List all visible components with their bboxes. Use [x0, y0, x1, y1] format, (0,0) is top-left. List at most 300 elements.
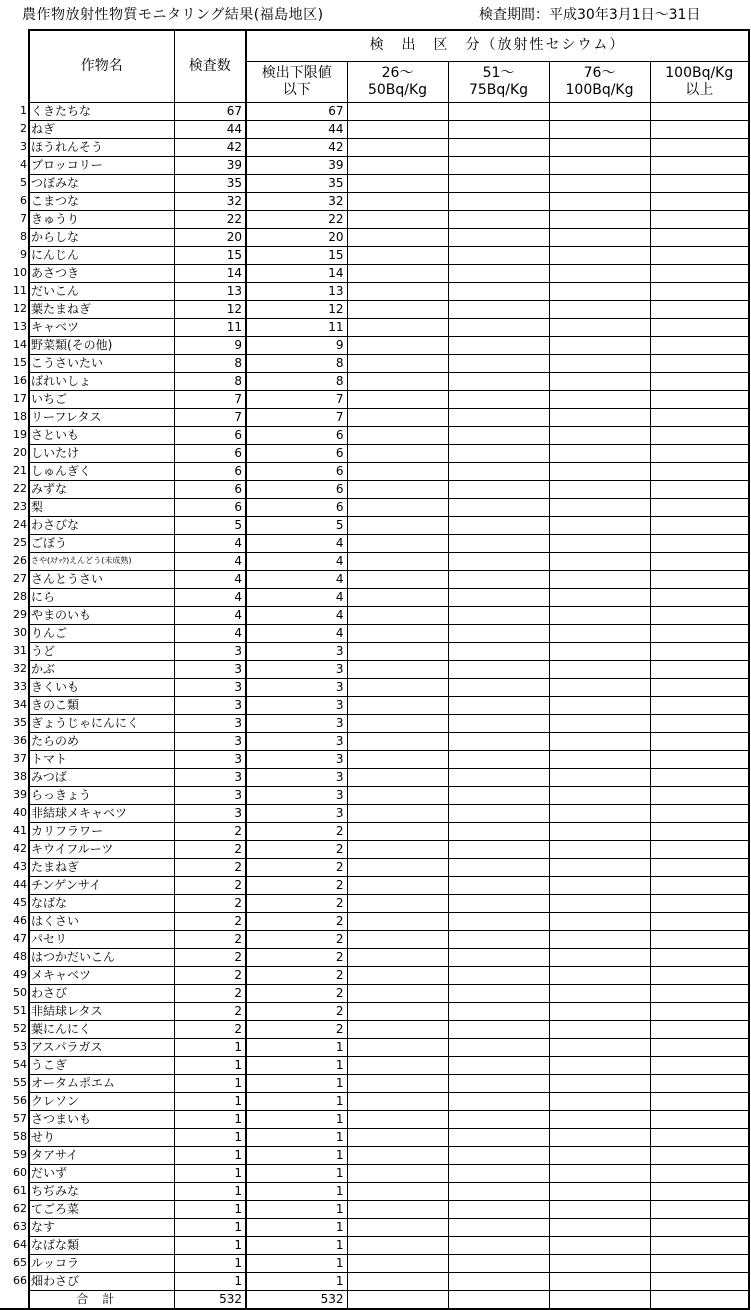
inspection-count: 8 — [174, 372, 246, 390]
range-26-50-count — [347, 768, 448, 786]
over-100-count — [650, 498, 749, 516]
range-26-50-count — [347, 1200, 448, 1218]
table-row — [0, 318, 749, 336]
range-76-100-count — [549, 1236, 650, 1254]
range-26-50-count — [347, 336, 448, 354]
row-number: 34 — [13, 698, 27, 711]
table-row — [0, 228, 749, 246]
row-number: 14 — [13, 338, 27, 351]
over-100-count — [650, 1272, 749, 1290]
inspection-count: 6 — [174, 498, 246, 516]
monitoring-results-table — [0, 29, 750, 1310]
row-number: 36 — [13, 734, 27, 747]
below-limit-count: 4 — [246, 570, 347, 588]
inspection-count: 1 — [174, 1128, 246, 1146]
inspection-count: 2 — [174, 966, 246, 984]
crop-name: らっきょう — [29, 786, 174, 804]
row-number: 43 — [13, 860, 27, 873]
over-100-count — [650, 930, 749, 948]
row-number: 45 — [13, 896, 27, 909]
inspection-count: 4 — [174, 606, 246, 624]
row-number: 51 — [13, 1004, 27, 1017]
range-51-75-count — [448, 246, 549, 264]
range-51-75-count — [448, 1038, 549, 1056]
col-header-line1: 26～ — [381, 64, 414, 81]
range-51-75-count — [448, 1092, 549, 1110]
row-number: 13 — [13, 320, 27, 333]
inspection-count: 3 — [174, 642, 246, 660]
range-51-75-count — [448, 372, 549, 390]
range-51-75-count — [448, 570, 549, 588]
over-100-count — [650, 624, 749, 642]
below-limit-count: 67 — [246, 102, 347, 120]
range-51-75-count — [448, 462, 549, 480]
row-number: 12 — [13, 302, 27, 315]
inspection-count: 1 — [174, 1200, 246, 1218]
over-100-count — [650, 1002, 749, 1020]
range-76-100-count — [549, 696, 650, 714]
below-limit-count: 6 — [246, 426, 347, 444]
col-header-line1: 76～ — [583, 64, 616, 81]
crop-name: ちぢみな — [29, 1182, 174, 1200]
below-limit-count: 2 — [246, 930, 347, 948]
range-26-50-count — [347, 1038, 448, 1056]
crop-name: つぼみな — [29, 174, 174, 192]
over-100-count — [650, 1110, 749, 1128]
range-51-75-count — [448, 228, 549, 246]
over-100-count — [650, 318, 749, 336]
row-number: 16 — [13, 374, 27, 387]
inspection-count: 9 — [174, 336, 246, 354]
table-row — [0, 660, 749, 678]
row-number: 44 — [13, 878, 27, 891]
below-limit-count: 9 — [246, 336, 347, 354]
total-label: 合計 — [29, 1290, 174, 1309]
inspection-count: 3 — [174, 696, 246, 714]
table-row — [0, 102, 749, 120]
below-limit-count: 3 — [246, 696, 347, 714]
row-number: 63 — [13, 1220, 27, 1233]
range-76-100-count — [549, 768, 650, 786]
row-number: 58 — [13, 1130, 27, 1143]
crop-name: なばな類 — [29, 1236, 174, 1254]
range-26-50-count — [347, 786, 448, 804]
range-51-75-count — [448, 1128, 549, 1146]
table-row — [0, 1254, 749, 1272]
range-51-75-count — [448, 1146, 549, 1164]
row-number: 5 — [20, 176, 27, 189]
crop-name: ルッコラ — [29, 1254, 174, 1272]
table-row — [0, 408, 749, 426]
range-76-100-count — [549, 678, 650, 696]
range-76-100-count — [549, 786, 650, 804]
inspection-count: 2 — [174, 840, 246, 858]
inspection-count: 2 — [174, 822, 246, 840]
over-100-count — [650, 1254, 749, 1272]
below-limit-count: 4 — [246, 552, 347, 570]
over-100-count — [650, 570, 749, 588]
range-76-100-count — [549, 354, 650, 372]
table-row — [0, 912, 749, 930]
range-76-100-count — [549, 246, 650, 264]
crop-name: はくさい — [29, 912, 174, 930]
crop-name: タアサイ — [29, 1146, 174, 1164]
inspection-count: 3 — [174, 678, 246, 696]
crop-name: ごぼう — [29, 534, 174, 552]
crop-name: てごろ菜 — [29, 1200, 174, 1218]
inspection-count: 1 — [174, 1074, 246, 1092]
crop-name: きゅうり — [29, 210, 174, 228]
table-row — [0, 1128, 749, 1146]
range-51-75-count — [448, 120, 549, 138]
crop-name: 梨 — [29, 498, 174, 516]
range-26-50-count — [347, 354, 448, 372]
table-row — [0, 372, 749, 390]
range-76-100-count — [549, 138, 650, 156]
over-100-count — [650, 552, 749, 570]
inspection-count: 11 — [174, 318, 246, 336]
detection-category-header: 検 出 区 分（放射性セシウム） — [246, 30, 749, 61]
range-51-75-count — [448, 480, 549, 498]
row-number-header — [0, 30, 29, 102]
range-26-50-count — [347, 444, 448, 462]
range-76-100-count — [549, 444, 650, 462]
row-number: 8 — [20, 230, 27, 243]
range-76-100-count — [549, 1092, 650, 1110]
range-76-100-count — [549, 624, 650, 642]
below-limit-count: 3 — [246, 750, 347, 768]
crop-name: ほうれんそう — [29, 138, 174, 156]
crop-name: さつまいも — [29, 1110, 174, 1128]
crop-name: わさびな — [29, 516, 174, 534]
below-limit-count: 2 — [246, 876, 347, 894]
range-51-75-count — [448, 1056, 549, 1074]
crop-name: ブロッコリー — [29, 156, 174, 174]
inspection-count-header: 検査数 — [174, 30, 246, 102]
range-26-50-count — [347, 678, 448, 696]
below-limit-count: 5 — [246, 516, 347, 534]
range-51-75-count — [448, 138, 549, 156]
crop-name: こうさいたい — [29, 354, 174, 372]
table-body — [0, 102, 749, 1309]
over-100-count — [650, 354, 749, 372]
below-limit-count: 2 — [246, 1020, 347, 1038]
below-limit-count: 7 — [246, 408, 347, 426]
row-number: 4 — [20, 158, 27, 171]
inspection-count: 3 — [174, 768, 246, 786]
range-26-50-count — [347, 606, 448, 624]
range-51-75-count — [448, 822, 549, 840]
crop-name: なばな — [29, 894, 174, 912]
over-100-count — [650, 156, 749, 174]
range-26-50-count — [347, 516, 448, 534]
range-76-100-count — [549, 336, 650, 354]
total-row — [0, 1290, 749, 1309]
over-100-count — [650, 642, 749, 660]
inspection-count: 1 — [174, 1236, 246, 1254]
over-100-count — [650, 390, 749, 408]
below-limit-count: 11 — [246, 318, 347, 336]
range-51-75-count — [448, 336, 549, 354]
col-26-50-header — [347, 61, 448, 102]
table-row — [0, 1218, 749, 1236]
over-100-count — [650, 1236, 749, 1254]
table-row — [0, 732, 749, 750]
table-row — [0, 750, 749, 768]
range-51-75-count — [448, 1002, 549, 1020]
table-row — [0, 840, 749, 858]
col-header-line1: 51～ — [482, 64, 515, 81]
range-51-75-count — [448, 1020, 549, 1038]
table-row — [0, 768, 749, 786]
crop-name: やまのいも — [29, 606, 174, 624]
table-row — [0, 1236, 749, 1254]
range-26-50-count — [347, 498, 448, 516]
table-row — [0, 498, 749, 516]
range-51-75-count — [448, 930, 549, 948]
range-51-75-count — [448, 426, 549, 444]
over-100-count — [650, 336, 749, 354]
range-76-100-count — [549, 642, 650, 660]
range-51-75-count — [448, 1110, 549, 1128]
range-51-75-count — [448, 606, 549, 624]
range-76-100-count — [549, 174, 650, 192]
inspection-count: 1 — [174, 1038, 246, 1056]
table-row — [0, 120, 749, 138]
over-100-count — [650, 1128, 749, 1146]
crop-name: 非結球メキャベツ — [29, 804, 174, 822]
inspection-count: 12 — [174, 300, 246, 318]
crop-name: はつかだいこん — [29, 948, 174, 966]
row-number: 50 — [13, 986, 27, 999]
range-76-100-count — [549, 1146, 650, 1164]
range-76-100-count — [549, 1164, 650, 1182]
over-100-count — [650, 300, 749, 318]
below-limit-count: 12 — [246, 300, 347, 318]
over-100-count — [650, 174, 749, 192]
crop-name: キウイフルーツ — [29, 840, 174, 858]
crop-name: アスパラガス — [29, 1038, 174, 1056]
row-number: 31 — [13, 644, 27, 657]
over-100-count — [650, 480, 749, 498]
range-51-75-count — [448, 282, 549, 300]
inspection-count: 14 — [174, 264, 246, 282]
inspection-count: 2 — [174, 912, 246, 930]
row-number: 21 — [13, 464, 27, 477]
range-26-50-count — [347, 156, 448, 174]
table-row — [0, 966, 749, 984]
range-76-100-count — [549, 966, 650, 984]
over-100-count — [650, 660, 749, 678]
range-76-100-count — [549, 1074, 650, 1092]
row-number: 19 — [13, 428, 27, 441]
range-26-50-count — [347, 426, 448, 444]
row-number: 66 — [13, 1274, 27, 1287]
range-51-75-count — [448, 894, 549, 912]
range-26-50-count — [347, 858, 448, 876]
row-number: 18 — [13, 410, 27, 423]
crop-name: さといも — [29, 426, 174, 444]
table-row — [0, 1038, 749, 1056]
range-76-100-count — [549, 318, 650, 336]
row-number: 61 — [13, 1184, 27, 1197]
table-row — [0, 534, 749, 552]
inspection-count: 2 — [174, 948, 246, 966]
range-76-100-count — [549, 876, 650, 894]
over-100-count — [650, 408, 749, 426]
below-limit-count: 1 — [246, 1164, 347, 1182]
inspection-count: 4 — [174, 552, 246, 570]
inspection-count: 42 — [174, 138, 246, 156]
range-76-100-count — [549, 210, 650, 228]
range-26-50-count — [347, 552, 448, 570]
table-row — [0, 786, 749, 804]
crop-name: さや(ｽﾅｯｸ)えんどう(未成熟) — [29, 552, 174, 570]
table-row — [0, 804, 749, 822]
inspection-count: 32 — [174, 192, 246, 210]
below-limit-count: 8 — [246, 372, 347, 390]
row-number: 64 — [13, 1238, 27, 1251]
below-limit-count: 3 — [246, 768, 347, 786]
row-number: 22 — [13, 482, 27, 495]
below-limit-count: 8 — [246, 354, 347, 372]
range-76-100-count — [549, 660, 650, 678]
over-100-count — [650, 804, 749, 822]
below-limit-count: 1 — [246, 1038, 347, 1056]
crop-name: オータムポエム — [29, 1074, 174, 1092]
table-row — [0, 894, 749, 912]
row-number: 38 — [13, 770, 27, 783]
over-100-count — [650, 786, 749, 804]
range-51-75-count — [448, 912, 549, 930]
below-limit-count: 2 — [246, 984, 347, 1002]
crop-name: しいたけ — [29, 444, 174, 462]
row-number: 32 — [13, 662, 27, 675]
inspection-count: 7 — [174, 390, 246, 408]
inspection-count: 6 — [174, 426, 246, 444]
crop-name: こまつな — [29, 192, 174, 210]
report-title: 農作物放射性物質モニタリング結果(福島地区) — [22, 7, 324, 23]
crop-name-header: 作物名 — [29, 30, 174, 102]
crop-name: かぶ — [29, 660, 174, 678]
inspection-count: 2 — [174, 930, 246, 948]
total-range-26-50 — [347, 1290, 448, 1309]
row-number: 48 — [13, 950, 27, 963]
below-limit-count: 2 — [246, 858, 347, 876]
over-100-count — [650, 282, 749, 300]
over-100-count — [650, 228, 749, 246]
over-100-count — [650, 120, 749, 138]
range-51-75-count — [448, 516, 549, 534]
range-51-75-count — [448, 1074, 549, 1092]
below-limit-count: 4 — [246, 588, 347, 606]
range-76-100-count — [549, 426, 650, 444]
range-26-50-count — [347, 192, 448, 210]
range-51-75-count — [448, 192, 549, 210]
range-76-100-count — [549, 1038, 650, 1056]
col-76-100-header — [549, 61, 650, 102]
range-26-50-count — [347, 1128, 448, 1146]
row-number: 27 — [13, 572, 27, 585]
below-limit-count: 3 — [246, 714, 347, 732]
below-limit-count: 42 — [246, 138, 347, 156]
col-header-line1: 100Bq/Kg — [665, 64, 734, 81]
row-number: 17 — [13, 392, 27, 405]
range-26-50-count — [347, 210, 448, 228]
table-row — [0, 1056, 749, 1074]
inspection-count: 1 — [174, 1110, 246, 1128]
range-26-50-count — [347, 948, 448, 966]
over-100-count — [650, 426, 749, 444]
below-limit-count: 4 — [246, 606, 347, 624]
table-row — [0, 1200, 749, 1218]
range-51-75-count — [448, 966, 549, 984]
range-76-100-count — [549, 570, 650, 588]
range-76-100-count — [549, 1110, 650, 1128]
range-51-75-count — [448, 1182, 549, 1200]
below-limit-count: 1 — [246, 1272, 347, 1290]
range-51-75-count — [448, 768, 549, 786]
inspection-count: 35 — [174, 174, 246, 192]
range-51-75-count — [448, 1236, 549, 1254]
range-76-100-count — [549, 912, 650, 930]
inspection-count: 1 — [174, 1146, 246, 1164]
below-limit-count: 44 — [246, 120, 347, 138]
below-limit-count: 15 — [246, 246, 347, 264]
over-100-count — [650, 1218, 749, 1236]
inspection-count: 3 — [174, 660, 246, 678]
range-76-100-count — [549, 228, 650, 246]
table-row — [0, 138, 749, 156]
row-number: 57 — [13, 1112, 27, 1125]
total-range-51-75 — [448, 1290, 549, 1309]
range-26-50-count — [347, 1056, 448, 1074]
range-76-100-count — [549, 192, 650, 210]
range-76-100-count — [549, 804, 650, 822]
col-header-line1: 検出下限値 — [261, 64, 332, 81]
table-row — [0, 1146, 749, 1164]
table-row — [0, 192, 749, 210]
range-26-50-count — [347, 246, 448, 264]
range-26-50-count — [347, 642, 448, 660]
range-26-50-count — [347, 714, 448, 732]
row-number: 6 — [20, 194, 27, 207]
range-76-100-count — [549, 516, 650, 534]
range-26-50-count — [347, 408, 448, 426]
range-51-75-count — [448, 984, 549, 1002]
range-76-100-count — [549, 1254, 650, 1272]
below-limit-count: 6 — [246, 444, 347, 462]
crop-name: わさび — [29, 984, 174, 1002]
table-row — [0, 1182, 749, 1200]
row-number: 20 — [13, 446, 27, 459]
table-row — [0, 444, 749, 462]
range-51-75-count — [448, 660, 549, 678]
below-limit-count: 2 — [246, 966, 347, 984]
inspection-count: 1 — [174, 1182, 246, 1200]
inspection-count: 13 — [174, 282, 246, 300]
range-51-75-count — [448, 300, 549, 318]
range-76-100-count — [549, 930, 650, 948]
range-26-50-count — [347, 1074, 448, 1092]
range-76-100-count — [549, 498, 650, 516]
over-100-count — [650, 264, 749, 282]
inspection-count: 1 — [174, 1218, 246, 1236]
range-51-75-count — [448, 804, 549, 822]
over-100-count — [650, 678, 749, 696]
over-100-count — [650, 948, 749, 966]
range-26-50-count — [347, 912, 448, 930]
